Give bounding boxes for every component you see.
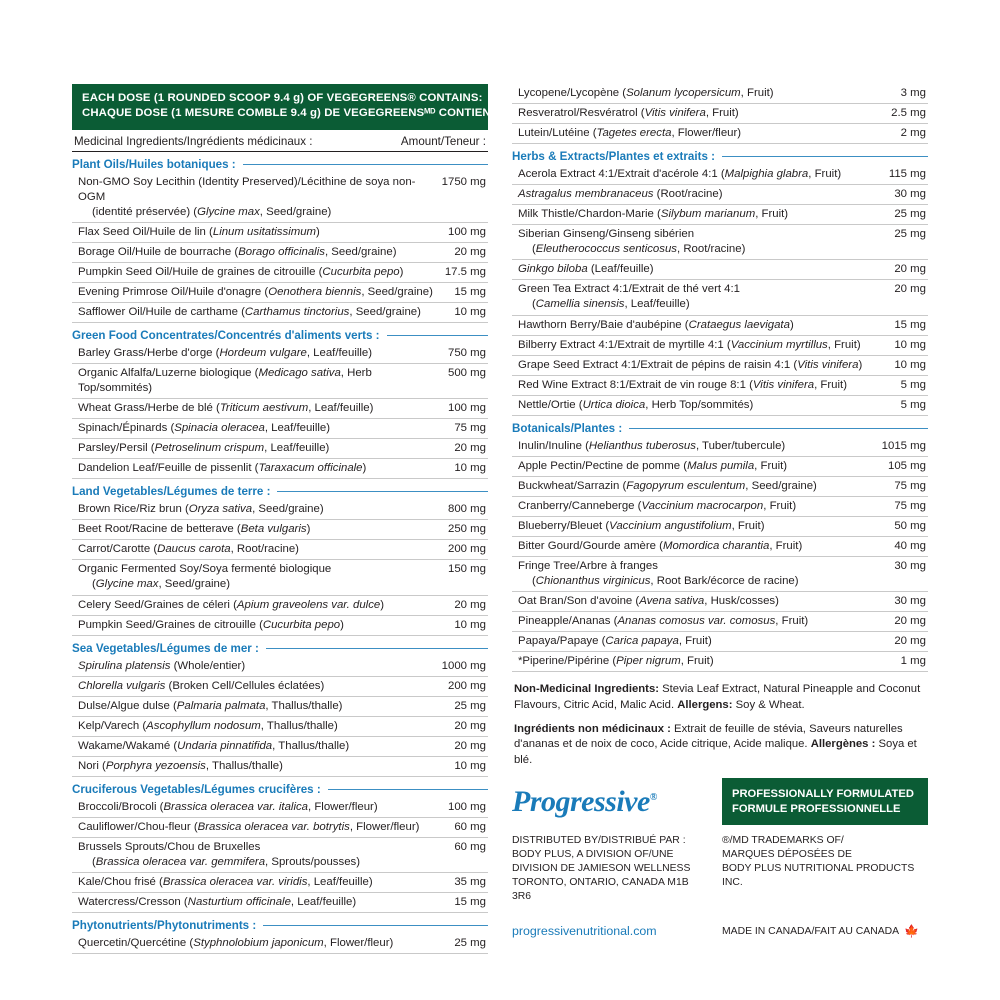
- ingredient-amount: 105 mg: [888, 459, 926, 472]
- ingredient-row: [72, 818, 488, 838]
- ingredient-name: Quercetin/Quercétine (Styphnolobium japonicum, Flower/fleur): [78, 937, 394, 950]
- non-medicinal-fr: [514, 722, 926, 768]
- ingredient-name: Ginkgo biloba (Leaf/feuille): [518, 263, 654, 276]
- ingredient-amount: 10 mg: [454, 759, 486, 772]
- ingredient-name: Papaya/Papaye (Carica papaya, Fruit): [518, 635, 712, 648]
- ingredient-amount: 150 mg: [448, 563, 486, 576]
- ingredient-name: Wheat Grass/Herbe de blé (Triticum aestivum, Leaf/feuille): [78, 402, 374, 415]
- ingredient-name: Safflower Oil/Huile de carthame (Carthamus tinctorius, Seed/graine): [78, 305, 421, 318]
- ingredient-name: Broccoli/Brocoli (Brassica oleracea var. italica, Flower/fleur): [78, 800, 378, 813]
- section-title: [512, 144, 928, 165]
- ingredient-row: [72, 838, 488, 873]
- ingredient-amount: 17.5 mg: [444, 265, 486, 278]
- section-divider: [722, 156, 928, 157]
- footer-bottom-row: [512, 913, 928, 938]
- ingredient-row: [512, 185, 928, 205]
- registered-mark-icon: ®: [649, 791, 657, 803]
- ingredient-amount: 800 mg: [448, 503, 486, 516]
- ingredient-row: [72, 677, 488, 697]
- section-title-text: Green Food Concentrates/Concentrés d'aliments verts :: [72, 329, 387, 342]
- ingredient-name: Carrot/Carotte (Daucus carota, Root/racine): [78, 543, 299, 556]
- ingredient-row: [72, 500, 488, 520]
- ingredient-name: Blueberry/Bleuet (Vaccinium angustifolium, Fruit): [518, 519, 765, 532]
- trademark-line-3: BODY PLUS NUTRITIONAL PRODUCTS INC.: [722, 863, 915, 889]
- ingredient-name: Dandelion Leaf/Feuille de pissenlit (Taraxacum officinale): [78, 462, 367, 475]
- non-medicinal-fr-text: Extrait de feuille de stévia, Saveurs naturelles d'ananas et de noix de coco, Acide citrique, Acide malique.: [514, 723, 903, 751]
- allergens-en-label: Allergens:: [677, 698, 733, 711]
- ingredient-row: [512, 104, 928, 124]
- ingredient-row: [512, 225, 928, 260]
- ingredient-name: Red Wine Extract 8:1/Extrait de vin rouge 8:1 (Vitis vinifera, Fruit): [518, 378, 847, 391]
- section-divider: [277, 491, 488, 492]
- ingredient-row: [512, 457, 928, 477]
- section-title-text: Phytonutrients/Phytonutriments :: [72, 919, 263, 932]
- section-title: [512, 416, 928, 437]
- ingredient-name: Barley Grass/Herbe d'orge (Hordeum vulgare, Leaf/feuille): [78, 346, 373, 359]
- trademark-line-2: MARQUES DÉPOSÉES DE: [722, 849, 852, 861]
- trademark-notice: [722, 834, 928, 904]
- address-line-2: DIVISION DE JAMIESON WELLNESS: [512, 863, 691, 875]
- ingredient-amount: 20 mg: [454, 245, 486, 258]
- ingredient-name: Parsley/Persil (Petroselinum crispum, Leaf/feuille): [78, 442, 330, 455]
- ingredient-amount: 100 mg: [448, 800, 486, 813]
- ingredient-row: [72, 737, 488, 757]
- ingredient-amount: 15 mg: [894, 318, 926, 331]
- ingredient-row: [512, 205, 928, 225]
- section-title-text: Botanicals/Plantes :: [512, 422, 629, 435]
- ingredient-row: [72, 459, 488, 479]
- ingredient-row: [72, 798, 488, 818]
- ingredient-row: [72, 520, 488, 540]
- ingredient-amount: 20 mg: [894, 283, 926, 296]
- section-title-text: Plant Oils/Huiles botaniques :: [72, 158, 243, 171]
- ingredient-name: Borage Oil/Huile de bourrache (Borago officinalis, Seed/graine): [78, 245, 397, 258]
- ingredient-amount: 25 mg: [894, 228, 926, 241]
- section-divider: [328, 789, 488, 790]
- ingredient-row: [72, 616, 488, 636]
- dose-header-line-en: EACH DOSE (1 ROUNDED SCOOP 9.4 g) OF VEGEGREENS® CONTAINS:: [82, 92, 483, 104]
- section-title: [72, 913, 488, 934]
- ingredient-name: Hawthorn Berry/Baie d'aubépine (Crataegus laevigata): [518, 318, 794, 331]
- address-line-1: BODY PLUS, A DIVISION OF/UNE: [512, 849, 674, 861]
- ingredient-amount: 25 mg: [894, 208, 926, 221]
- ingredient-amount: 10 mg: [894, 338, 926, 351]
- ingredient-name: Nettle/Ortie (Urtica dioica, Herb Top/sommités): [518, 398, 754, 411]
- ingredient-amount: 20 mg: [894, 615, 926, 628]
- ingredient-amount: 30 mg: [894, 595, 926, 608]
- ingredient-row: [72, 934, 488, 954]
- made-in-canada: [722, 924, 928, 938]
- ingredient-amount: 20 mg: [894, 635, 926, 648]
- ingredient-row: [72, 173, 488, 223]
- ingredient-amount: 35 mg: [454, 876, 486, 889]
- ingredient-name: Bitter Gourd/Gourde amère (Momordica charantia, Fruit): [518, 539, 803, 552]
- ingredient-amount: 20 mg: [454, 598, 486, 611]
- ingredient-row: [72, 344, 488, 364]
- ingredient-amount: 1750 mg: [441, 175, 486, 188]
- maple-leaf-icon: 🍁: [904, 924, 920, 939]
- ingredients-table-header: [72, 130, 488, 152]
- section-title-text: Sea Vegetables/Légumes de mer :: [72, 642, 266, 655]
- ingredient-amount: 200 mg: [448, 679, 486, 692]
- ingredient-amount: 200 mg: [448, 543, 486, 556]
- ingredient-name: Pumpkin Seed/Graines de citrouille (Cucurbita pepo): [78, 618, 344, 631]
- ingredient-name: Green Tea Extract 4:1/Extrait de thé vert 4:1 (Camellia sinensis, Leaf/feuille): [518, 283, 741, 311]
- dose-header-line-fr: CHAQUE DOSE (1 MESURE COMBLE 9.4 g) DE VEGEGREENSᴹᴰ CONTIENT :: [82, 107, 505, 120]
- ingredient-row: [72, 657, 488, 677]
- ingredient-name: Spirulina platensis (Whole/entier): [78, 659, 246, 672]
- ingredient-amount: 75 mg: [454, 422, 486, 435]
- section-divider: [243, 164, 488, 165]
- ingredient-name: Brussels Sprouts/Chou de Bruxelles (Brassica oleracea var. gemmifera, Sprouts/pousses): [78, 840, 361, 869]
- ingredient-name: Nori (Porphyra yezoensis, Thallus/thalle): [78, 759, 283, 772]
- left-sections-container: [72, 152, 488, 955]
- ingredient-row: [512, 356, 928, 376]
- ingredient-name: Grape Seed Extract 4:1/Extrait de pépins de raisin 4:1 (Vitis vinifera): [518, 358, 863, 371]
- section-divider: [629, 428, 928, 429]
- section-divider: [263, 925, 488, 926]
- ingredient-row: [72, 697, 488, 717]
- ingredient-row: [72, 596, 488, 616]
- ingredient-name: Inulin/Inuline (Helianthus tuberosus, Tuber/tubercule): [518, 439, 786, 452]
- professional-line-2: FORMULE PROFESSIONNELLE: [732, 802, 901, 815]
- ingredient-row: [72, 560, 488, 595]
- website-link[interactable]: progressivenutritional.com: [512, 924, 657, 939]
- ingredient-row: [512, 497, 928, 517]
- section-title: [72, 323, 488, 344]
- trademark-line-1: ®/MD TRADEMARKS OF/: [722, 835, 844, 847]
- brand-row: [512, 778, 928, 825]
- non-medicinal-en-text: Stevia Leaf Extract, Natural Pineapple and Coconut Flavours, Citric Acid, Malic Acid.: [514, 683, 921, 711]
- ingredient-amount: 5 mg: [900, 398, 926, 411]
- ingredient-amount: 2.5 mg: [891, 107, 926, 120]
- ingredient-name: Siberian Ginseng/Ginseng sibérien (Eleutherococcus senticosus, Root/racine): [518, 228, 746, 256]
- ingredient-name: Acerola Extract 4:1/Extrait d'acérole 4:1 (Malpighia glabra, Fruit): [518, 168, 842, 181]
- ingredient-name: Pineapple/Ananas (Ananas comosus var. comosus, Fruit): [518, 615, 809, 628]
- distributed-by-label: DISTRIBUTED BY/DISTRIBUÉ PAR :: [512, 835, 686, 847]
- ingredient-amount: 750 mg: [448, 346, 486, 359]
- ingredient-name: Oat Bran/Son d'avoine (Avena sativa, Husk/cosses): [518, 595, 779, 608]
- ingredient-amount: 1 mg: [900, 655, 926, 668]
- ingredient-amount: 10 mg: [454, 305, 486, 318]
- section-divider: [387, 335, 489, 336]
- ingredient-row: [512, 336, 928, 356]
- ingredient-name: Lycopene/Lycopène (Solanum lycopersicum, Fruit): [518, 87, 774, 99]
- professionally-formulated-badge: [722, 778, 928, 825]
- section-title: [72, 152, 488, 173]
- ingredient-amount: 3 mg: [900, 87, 926, 99]
- ingredient-row: [512, 592, 928, 612]
- ingredient-row: [72, 243, 488, 263]
- ingredient-amount: 30 mg: [894, 188, 926, 201]
- ingredient-amount: 10 mg: [454, 462, 486, 475]
- section-title: [72, 777, 488, 798]
- ingredient-amount: 60 mg: [454, 820, 486, 833]
- ingredient-name: Bilberry Extract 4:1/Extrait de myrtille 4:1 (Vaccinium myrtillus, Fruit): [518, 338, 861, 351]
- ingredient-name: Buckwheat/Sarrazin (Fagopyrum esculentum, Seed/graine): [518, 479, 817, 492]
- ingredient-row: [72, 263, 488, 283]
- progressive-logo: [512, 778, 708, 825]
- ingredient-amount: 40 mg: [894, 539, 926, 552]
- dose-header: [72, 84, 505, 130]
- ingredient-name: Dulse/Algue dulse (Palmaria palmata, Thallus/thalle): [78, 699, 343, 712]
- section-divider: [266, 648, 488, 649]
- ingredient-row: [512, 517, 928, 537]
- ingredient-row: [72, 893, 488, 913]
- logo-wordmark: Progressive: [512, 784, 650, 818]
- brand-footer: [512, 778, 928, 938]
- non-medicinal-fr-label: Ingrédients non médicinaux :: [514, 723, 671, 736]
- ingredient-row: [512, 316, 928, 336]
- ingredient-amount: 100 mg: [448, 402, 486, 415]
- ingredient-row: [512, 557, 928, 592]
- ingredient-amount: 25 mg: [454, 699, 486, 712]
- ingredient-row: [512, 124, 928, 144]
- section-title: [72, 636, 488, 657]
- ingredient-row: [72, 540, 488, 560]
- ingredient-name: Cranberry/Canneberge (Vaccinium macrocarpon, Fruit): [518, 499, 797, 512]
- ingredient-row: [512, 437, 928, 457]
- ingredient-name: Kelp/Varech (Ascophyllum nodosum, Thallus/thalle): [78, 719, 338, 732]
- ingredient-name: Pumpkin Seed Oil/Huile de graines de citrouille (Cucurbita pepo): [78, 265, 404, 278]
- left-column: [72, 84, 505, 954]
- ingredient-row: [72, 303, 488, 323]
- ingredient-name: Evening Primrose Oil/Huile d'onagre (Oenothera biennis, Seed/graine): [78, 285, 433, 298]
- ingredient-name: Spinach/Épinards (Spinacia oleracea, Leaf/feuille): [78, 422, 331, 435]
- ingredient-amount: 250 mg: [448, 523, 486, 536]
- ingredient-row: [512, 396, 928, 416]
- ingredient-name: Lutein/Lutéine (Tagetes erecta, Flower/fleur): [518, 127, 742, 140]
- ingredient-name: Cauliflower/Chou-fleur (Brassica oleracea var. botrytis, Flower/fleur): [78, 820, 420, 833]
- ingredient-name: *Piperine/Pipérine (Piper nigrum, Fruit): [518, 655, 714, 668]
- medicinal-ingredients-label: Medicinal Ingredients/Ingrédients médicinaux :: [74, 134, 313, 148]
- ingredient-name: Kale/Chou frisé (Brassica oleracea var. viridis, Leaf/feuille): [78, 876, 373, 889]
- right-sections-container: [512, 84, 928, 672]
- ingredient-row: [72, 873, 488, 893]
- ingredient-name: Organic Fermented Soy/Soya fermenté biologique (Glycine max, Seed/graine): [78, 563, 332, 591]
- ingredient-name: Flax Seed Oil/Huile de lin (Linum usitatissimum): [78, 225, 320, 238]
- ingredient-amount: 20 mg: [454, 442, 486, 455]
- non-medicinal-en-label: Non-Medicinal Ingredients:: [514, 683, 659, 696]
- supplement-facts-label: [72, 84, 928, 954]
- ingredient-amount: 500 mg: [448, 366, 486, 379]
- ingredient-row: [72, 399, 488, 419]
- ingredient-row: [512, 165, 928, 185]
- ingredient-amount: 75 mg: [894, 479, 926, 492]
- distributor-address: [512, 834, 708, 904]
- ingredient-amount: 30 mg: [894, 560, 926, 573]
- ingredient-name: Chlorella vulgaris (Broken Cell/Cellules éclatées): [78, 679, 325, 692]
- non-medicinal-en: [514, 682, 926, 713]
- ingredient-name: Organic Alfalfa/Luzerne biologique (Medicago sativa, Herb Top/sommités): [78, 366, 372, 395]
- ingredient-name: Wakame/Wakamé (Undaria pinnatifida, Thallus/thalle): [78, 739, 350, 752]
- section-title-text: Herbs & Extracts/Plantes et extraits :: [512, 150, 722, 163]
- ingredient-row: [512, 612, 928, 632]
- ingredient-row: [512, 477, 928, 497]
- ingredient-row: [512, 84, 928, 104]
- ingredient-amount: 5 mg: [900, 378, 926, 391]
- amount-label: Amount/Teneur :: [400, 134, 486, 148]
- allergens-en-text: Soy & Wheat.: [732, 698, 805, 711]
- address-row: [512, 834, 928, 904]
- ingredient-amount: 15 mg: [454, 285, 486, 298]
- ingredient-row: [72, 439, 488, 459]
- non-medicinal-ingredients: [512, 672, 928, 768]
- ingredient-name: Milk Thistle/Chardon-Marie (Silybum marianum, Fruit): [518, 208, 789, 221]
- ingredient-amount: 50 mg: [894, 519, 926, 532]
- address-line-3: TORONTO, ONTARIO, CANADA M1B 3R6: [512, 877, 689, 903]
- ingredient-amount: 20 mg: [454, 719, 486, 732]
- ingredient-amount: 60 mg: [454, 840, 486, 853]
- ingredient-row: [72, 419, 488, 439]
- allergens-fr-text: Soya et blé.: [514, 738, 917, 766]
- ingredient-amount: 100 mg: [448, 225, 486, 238]
- ingredient-row: [72, 757, 488, 777]
- ingredient-amount: 25 mg: [454, 937, 486, 950]
- ingredient-amount: 10 mg: [894, 358, 926, 371]
- professional-line-1: PROFESSIONALLY FORMULATED: [732, 788, 914, 801]
- ingredient-row: [72, 223, 488, 243]
- ingredient-row: [512, 652, 928, 672]
- ingredient-amount: 75 mg: [894, 499, 926, 512]
- ingredient-row: [512, 260, 928, 280]
- ingredient-amount: 2 mg: [900, 127, 926, 140]
- ingredient-name: Fringe Tree/Arbre à franges (Chionanthus virginicus, Root Bark/écorce de racine): [518, 560, 799, 588]
- ingredient-row: [512, 537, 928, 557]
- ingredient-amount: 1015 mg: [881, 439, 926, 452]
- ingredient-row: [512, 376, 928, 396]
- ingredient-amount: 10 mg: [454, 618, 486, 631]
- ingredient-amount: 115 mg: [888, 168, 926, 181]
- ingredient-name: Non-GMO Soy Lecithin (Identity Preserved)/Lécithine de soya non-OGM (identité préservée) (Glycine max, Seed/graine): [78, 175, 416, 218]
- ingredient-row: [72, 717, 488, 737]
- ingredient-amount: 1000 mg: [441, 659, 486, 672]
- ingredient-name: Resveratrol/Resvératrol (Vitis vinifera, Fruit): [518, 107, 739, 120]
- ingredient-row: [512, 632, 928, 652]
- ingredient-row: [512, 280, 928, 315]
- ingredient-amount: 20 mg: [894, 263, 926, 276]
- made-in-canada-text: MADE IN CANADA/FAIT AU CANADA: [722, 925, 900, 937]
- ingredient-row: [72, 283, 488, 303]
- allergens-fr-label: Allergènes :: [810, 738, 876, 751]
- ingredient-name: Brown Rice/Riz brun (Oryza sativa, Seed/graine): [78, 503, 324, 516]
- ingredient-name: Beet Root/Racine de betterave (Beta vulgaris): [78, 523, 311, 536]
- ingredient-name: Watercress/Cresson (Nasturtium officinale, Leaf/feuille): [78, 896, 357, 909]
- section-title: [72, 479, 488, 500]
- section-title-text: Cruciferous Vegetables/Légumes crucifères :: [72, 783, 328, 796]
- section-title-text: Land Vegetables/Légumes de terre :: [72, 485, 277, 498]
- ingredient-amount: 20 mg: [454, 739, 486, 752]
- ingredient-name: Apple Pectin/Pectine de pomme (Malus pumila, Fruit): [518, 459, 788, 472]
- ingredient-name: Celery Seed/Graines de céleri (Apium graveolens var. dulce): [78, 598, 385, 611]
- ingredient-amount: 15 mg: [454, 896, 486, 909]
- ingredient-row: [72, 364, 488, 399]
- ingredient-name: Astragalus membranaceus (Root/racine): [518, 188, 723, 201]
- right-column: [512, 84, 928, 954]
